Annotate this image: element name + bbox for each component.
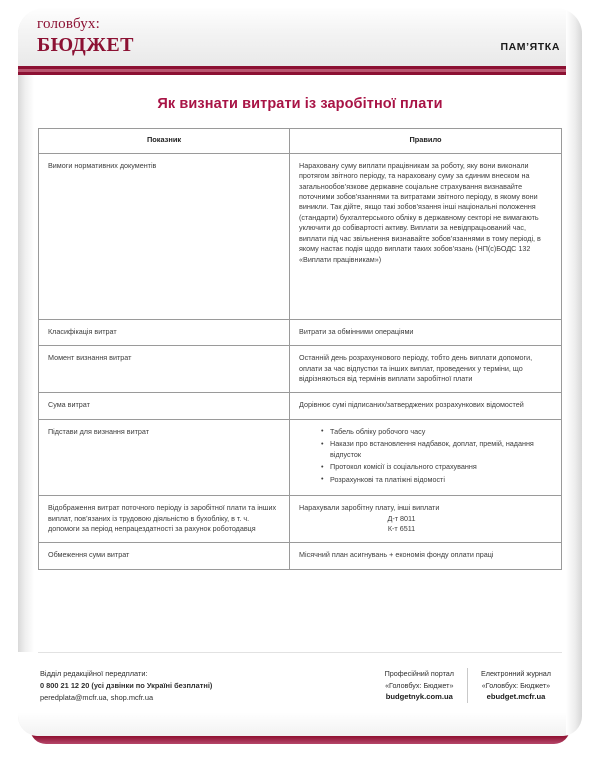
portal-name: «Головбух: Бюджет» [385, 680, 454, 690]
header-accent-rule-inner [18, 69, 582, 72]
row-value: Дорівнює сумі підписаних/затверджених розрахункових відомостей [290, 393, 562, 419]
row-label: Вимоги нормативних документів [39, 153, 290, 319]
table-row [39, 346, 562, 393]
list-item: • Накази про встановлення надбавок, доплат, премій, надання відпусток [321, 439, 552, 460]
row-label: Момент визнання витрат [39, 346, 290, 393]
row-label: Відображення витрат поточного періоду із заробітної плати та інших виплат, пов’язаних із трудовою діяльністю в бухобліку, в т. ч. допомоги за період непрацездатності за рахунок роботодавця [39, 496, 290, 543]
column-header-indicator: Показник [39, 129, 290, 154]
subscription-phone: 0 800 21 12 20 [40, 680, 90, 690]
subscription-phone-note: (усі дзвінки по Україні безплатні) [89, 680, 213, 690]
row-label: Класифікація витрат [39, 319, 290, 345]
row-value: Витрати за обмінними операціями [290, 319, 562, 345]
footer-journal-column [467, 668, 564, 703]
memo-table-wrapper [38, 128, 562, 570]
portal-caption: Професійний портал [384, 669, 454, 678]
list-item: • Протокол комісії із соціального страхування [321, 462, 552, 472]
journal-site-link[interactable]: ebudget.mcfr.ua [486, 692, 546, 702]
row-value-bullets [290, 419, 562, 495]
subscription-title: Відділ редакційної передплати: [40, 669, 148, 678]
memo-table [38, 128, 562, 570]
row-label: Сума витрат [39, 393, 290, 419]
table-row [39, 319, 562, 345]
list-item: • Табель обліку робочого часу [321, 427, 552, 437]
portal-site-link[interactable]: budgetnyk.com.ua [385, 692, 453, 702]
table-row [39, 543, 562, 569]
table-header-row [39, 129, 562, 154]
journal-name: «Головбух: Бюджет» [481, 680, 551, 690]
column-header-rule: Правило [290, 129, 562, 154]
row-label: Підстави для визнання витрат [39, 419, 290, 495]
row-value: Нараховану суму виплати працівникам за роботу, яку вони виконали протягом звітного періоду, та нараховану суму за єдиним внеском на загальнообов’язкове державне соціальне страхування визнавайте поточними зобов’язаннями та витратами звітного періоду, в якому вони виникли. Так дійте, якщо такі зобов’язання інші національні положення (стандарти) бухгалтерського обліку в державному секторі не вимагають уключити до собівартості активу. Виплати за невідпрацьований час, виплати під час звільнення визнавайте зобов’язаннями в тому періоді, в якому настає подія щодо виплати таких зобов’язань (НП(с)БОДС 132 «Виплати працівникам») [290, 153, 562, 319]
row-value: Місячний план асигнувань + економія фонду оплати праці [290, 543, 562, 569]
footer-portal-column [372, 668, 467, 703]
entry-debit: Д-т 8011 [387, 513, 416, 523]
brand-line2: БЮДЖЕТ [37, 34, 134, 56]
memo-label: ПАМ’ЯТКА [500, 41, 560, 53]
row-value-entry [290, 496, 562, 543]
subscription-phone-line [40, 680, 212, 692]
page-footer [18, 652, 582, 736]
table-row [39, 419, 562, 495]
entry-description: Нарахували заробітну плату, інші виплати [299, 503, 440, 513]
footer-divider [38, 652, 562, 653]
footer-links-block [372, 668, 564, 703]
subscription-emails[interactable]: peredplata@mcfr.ua, shop.mcfr.ua [40, 692, 154, 702]
table-row [39, 496, 562, 543]
list-item: • Розрахункові та платіжні відомості [321, 475, 552, 485]
journal-caption: Електронний журнал [480, 669, 551, 678]
page-sheet [18, 8, 582, 736]
bullet-list-wrapper [299, 427, 552, 485]
footer-subscription-block [40, 668, 212, 704]
bullet-list [321, 427, 552, 485]
page-header [18, 8, 582, 66]
brand-logo [37, 17, 134, 55]
brand-line1: головбух: [37, 16, 100, 32]
row-value: Останній день розрахункового періоду, тобто день виплати допомоги, оплати за час відпустки та інших виплат, проведених у терміни, що відрізняються від термінів виплати заробітної плати [290, 346, 562, 393]
table-row [39, 393, 562, 419]
table-row [39, 153, 562, 319]
page-title: Як визнати витрати із заробітної плати [157, 96, 443, 112]
row-label: Обмеження суми витрат [39, 543, 290, 569]
entry-credit: К-т 6511 [387, 523, 416, 533]
header-accent-rule [18, 66, 582, 75]
